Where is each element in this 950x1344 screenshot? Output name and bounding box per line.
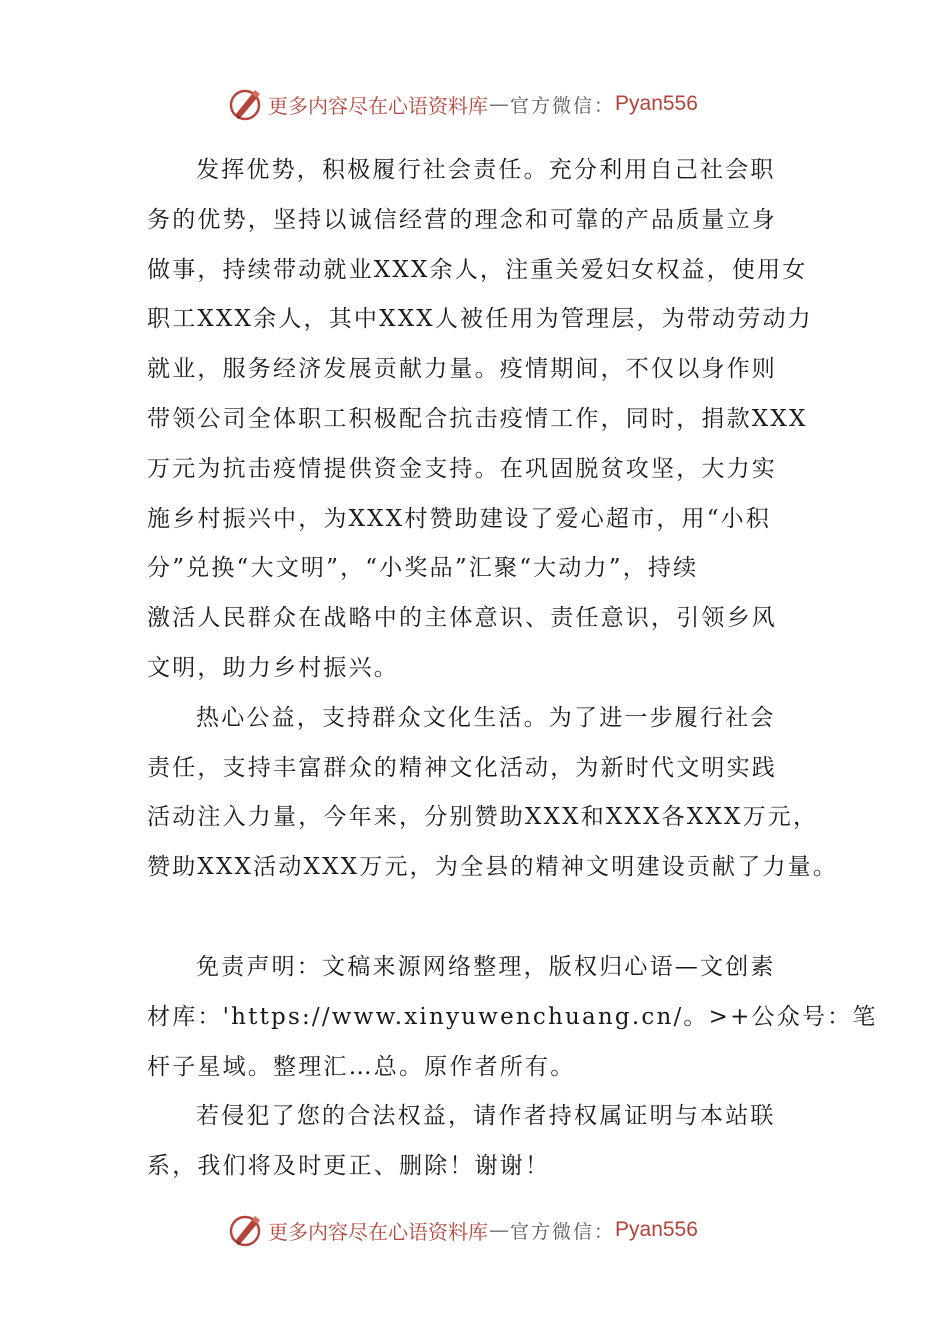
text-line: 材库：'https://www.xinyuwenchuang.cn/。>+公众号：笔 bbox=[147, 1003, 878, 1030]
text-line: 若侵犯了您的合法权益，请作者持权属证明与本站联 bbox=[196, 1103, 776, 1130]
document-body bbox=[147, 146, 878, 1192]
text-line: 赞助XXX活动XXX万元，为全县的精神文明建设贡献了力量。 bbox=[147, 854, 839, 881]
paragraph-public-welfare bbox=[147, 694, 837, 893]
text-line: 务的优势，坚持以诚信经营的理念和可靠的产品质量立身 bbox=[147, 206, 777, 233]
text-line: 责任，支持丰富群众的精神文化活动，为新时代文明实践 bbox=[147, 754, 777, 781]
banner-separator: — bbox=[489, 1218, 509, 1242]
text-line: 活动注入力量，今年来，分别赞助XXX和XXX各XXX万元， bbox=[147, 804, 819, 831]
paragraph-social-responsibility bbox=[147, 146, 837, 694]
spacer bbox=[147, 893, 837, 943]
text-line: 万元为抗击疫情提供资金支持。在巩固脱贫攻坚，大力实 bbox=[147, 455, 777, 482]
pen-logo-icon bbox=[228, 1212, 264, 1248]
text-line: 分”兑换“大文明”，“小奖品”汇聚“大动力”，持续 bbox=[147, 555, 699, 582]
banner-wechat-id: Pyan556 bbox=[615, 92, 698, 115]
text-line: 做事，持续带动就业XXX余人，注重关爱妇女权益，使用女 bbox=[147, 256, 808, 283]
banner-brand: 更多内容尽在心语资料库 bbox=[268, 93, 488, 118]
banner-brand: 更多内容尽在心语资料库 bbox=[268, 1219, 488, 1244]
text-line: 免责声明：文稿来源网络整理，版权归心语—文创素 bbox=[196, 953, 776, 980]
text-line: 就业，服务经济发展贡献力量。疫情期间，不仅以身作则 bbox=[147, 356, 777, 383]
footer-banner bbox=[228, 1210, 698, 1250]
text-line: 职工XXX余人，其中XXX人被任用为管理层，为带动劳动力 bbox=[147, 306, 813, 333]
disclaimer-paragraph bbox=[147, 943, 878, 1092]
text-line: 文明，助力乡村振兴。 bbox=[147, 654, 399, 681]
text-line: 施乡村振兴中，为XXX村赞助建设了爱心超市，用“小积 bbox=[147, 505, 772, 532]
text-line: 带领公司全体职工积极配合抗击疫情工作，同时，捐款XXX bbox=[147, 405, 808, 432]
banner-wechat-label: 官方微信： bbox=[510, 1220, 616, 1243]
banner-separator: — bbox=[489, 92, 509, 116]
pen-logo-icon bbox=[228, 86, 264, 122]
banner-wechat-id: Pyan556 bbox=[615, 1218, 698, 1241]
text-line: 系，我们将及时更正、删除！谢谢！ bbox=[147, 1153, 551, 1180]
banner-wechat-label: 官方微信： bbox=[510, 94, 616, 117]
infringement-notice-paragraph bbox=[147, 1092, 837, 1192]
text-line: 激活人民群众在战略中的主体意识、责任意识，引领乡风 bbox=[147, 605, 777, 632]
header-banner bbox=[228, 84, 698, 124]
text-line: 杆子星域。整理汇…总。原作者所有。 bbox=[147, 1053, 576, 1080]
text-line: 热心公益，支持群众文化生活。为了进一步履行社会 bbox=[196, 704, 776, 731]
text-line: 发挥优势，积极履行社会责任。充分利用自己社会职 bbox=[196, 157, 776, 183]
